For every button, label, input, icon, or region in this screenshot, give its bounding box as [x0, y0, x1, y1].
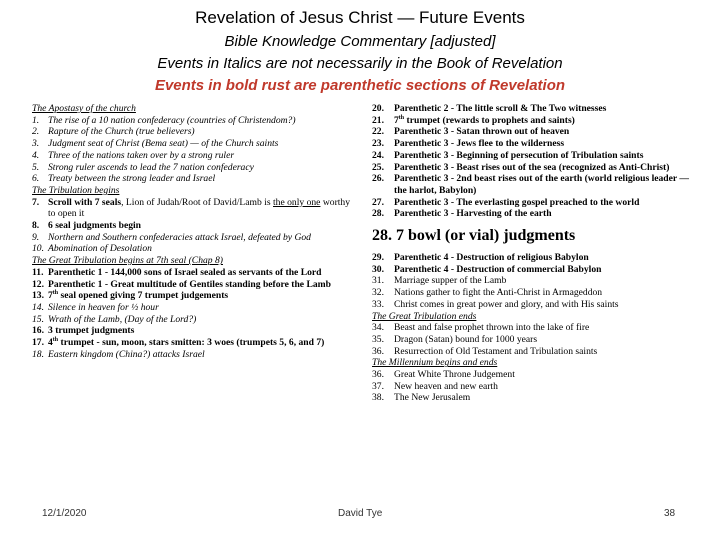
item-text: Great White Throne Judgement: [394, 369, 515, 381]
list-item: [372, 150, 702, 162]
list-item: [32, 314, 358, 326]
list-item: [32, 197, 358, 220]
list-item: [372, 275, 702, 287]
item-number: 29.: [372, 252, 384, 264]
item-number: 20.: [372, 103, 384, 114]
item-text-plain-2: worthy to open it: [48, 196, 351, 220]
item-text: 6 seal judgments begin: [48, 220, 142, 232]
list-item: [32, 279, 358, 291]
item-text-rest: trumpet (rewards to prophets and saints): [404, 114, 575, 126]
item-number: 16.: [32, 325, 44, 337]
item-number: 23.: [372, 138, 384, 150]
item-number: 22.: [372, 126, 384, 138]
item-text: Rapture of the Church (true believers): [48, 126, 195, 138]
page-title: Revelation of Jesus Christ — Future Events: [195, 8, 525, 27]
right-column: [372, 103, 702, 404]
item-text: Dragon (Satan) bound for 1000 years: [394, 333, 538, 345]
section-heading-great-tribulation: The Great Tribulation begins at 7th seal (Chap 8): [32, 255, 223, 267]
list-item: [372, 369, 702, 381]
item-text: Parenthetic 4 - Destruction of commercial Babylon: [394, 263, 602, 275]
list-item: [32, 162, 358, 174]
item-text: Parenthetic 3 - Beast rises out of the sea (recognized as Anti-Christ): [394, 161, 670, 173]
list-item: [32, 138, 358, 150]
list-item: [372, 322, 702, 334]
item-number: 33.: [372, 298, 384, 310]
item-text: Wrath of the Lamb, (Day of the Lord?): [48, 313, 197, 325]
item-number: 38.: [372, 392, 384, 404]
ordinal-number: 4: [48, 337, 53, 349]
item-number: 2.: [32, 126, 40, 138]
item-number: 3.: [32, 138, 40, 150]
item-text-plain: , Lion of Judah/Root of David/Lamb is: [121, 196, 274, 208]
item-text: Parenthetic 1 - Great multitude of Gentiles standing before the Lamb: [48, 278, 331, 290]
list-item: [372, 138, 702, 150]
footer-page-number: 38: [664, 508, 676, 519]
list-item: [372, 334, 702, 346]
item-number: 9.: [32, 231, 40, 243]
ordinal-number: 7: [48, 290, 53, 302]
left-column: [32, 103, 358, 360]
list-item: [32, 325, 358, 337]
list-item: [372, 115, 702, 127]
section-heading-millennium: The Millennium begins and ends: [372, 357, 498, 369]
section-heading-tribulation: The Tribulation begins: [32, 184, 120, 196]
item-text: Parenthetic 3 - 2nd beast rises out of the earth (world religious leader — the harlot, Babylon): [394, 173, 689, 196]
list-item: [372, 197, 702, 209]
item-number: 5.: [32, 161, 40, 173]
list-item: [372, 252, 702, 264]
ordinal-suffix: th: [52, 290, 59, 297]
item-number: 12.: [32, 278, 44, 290]
item-number: 14.: [32, 301, 44, 313]
item-number: 4.: [32, 149, 40, 161]
item-text: Beast and false prophet thrown into the lake of fire: [394, 322, 590, 334]
item-text: The New Jerusalem: [394, 392, 471, 404]
item-text: Marriage supper of the Lamb: [394, 275, 507, 287]
item-number: 27.: [372, 196, 384, 208]
list-item: [372, 264, 702, 276]
list-item: [32, 349, 358, 361]
item-number: 25.: [372, 161, 384, 173]
item-text: Northern and Southern confederacies attack Israel, defeated by God: [48, 231, 311, 243]
item-number: 17.: [32, 337, 44, 349]
item-text: Parenthetic 2 - The little scroll & The Two witnesses: [394, 103, 607, 114]
item-number: 24.: [372, 149, 384, 161]
item-text: Parenthetic 3 - Jews flee to the wilderness: [394, 138, 565, 150]
item-number: 8.: [32, 220, 40, 232]
item-text: Parenthetic 3 - Harvesting of the earth: [394, 208, 552, 220]
section-heading-apostasy: The Apostasy of the church: [32, 103, 136, 114]
item-number: 32.: [372, 287, 384, 299]
item-number: 7.: [32, 196, 40, 208]
ordinal-suffix: th: [398, 114, 405, 121]
item-text: Parenthetic 3 - The everlasting gospel preached to the world: [394, 196, 640, 208]
item-text: [394, 115, 702, 127]
footer-author: David Tye: [338, 508, 383, 519]
list-item: [32, 126, 358, 138]
item-number: 34.: [372, 322, 384, 334]
item-text-rest: seal opened giving 7 trumpet judgements: [58, 290, 229, 302]
list-item: [372, 173, 702, 196]
item-number: 30.: [372, 263, 384, 275]
item-number: 36.: [372, 345, 384, 357]
list-item: [372, 162, 702, 174]
item-text: Resurrection of Old Testament and Tribulation saints: [394, 345, 598, 357]
item-number: 10.: [32, 243, 44, 255]
item-text-bold: Scroll with 7 seals: [48, 196, 122, 208]
item-text: [48, 197, 358, 220]
item-number: 11.: [32, 266, 44, 278]
footer-date: 12/1/2020: [42, 508, 87, 519]
item-text: Parenthetic 3 - Beginning of persecution of Tribulation saints: [394, 149, 644, 161]
item-number: 18.: [32, 348, 44, 360]
item-text: Strong ruler ascends to lead the 7 nation confederacy: [48, 161, 254, 173]
list-item: [32, 267, 358, 279]
item-text: Judgment seat of Christ (Bema seat) — of the Church saints: [48, 138, 279, 150]
item-text: Parenthetic 3 - Satan thrown out of heaven: [394, 126, 570, 138]
item-number: 1.: [32, 114, 40, 126]
list-item: [372, 392, 702, 404]
item-number: 6.: [32, 173, 40, 185]
list-item: [32, 337, 358, 349]
list-item: [372, 381, 702, 393]
list-item: [372, 299, 702, 311]
item-text-underline: the only one: [273, 196, 321, 208]
list-item: [372, 208, 702, 220]
list-item: [372, 287, 702, 299]
item-text: 3 trumpet judgments: [48, 325, 135, 337]
item-number: 37.: [372, 380, 384, 392]
list-item: [32, 290, 358, 302]
list-item: [32, 232, 358, 244]
item-text: Nations gather to fight the Anti-Christ in Armageddon: [394, 287, 603, 299]
list-item: [32, 173, 358, 185]
list-item: [32, 302, 358, 314]
list-item: [372, 126, 702, 138]
item-text: Silence in heaven for ½ hour: [48, 301, 159, 313]
bold-legend: Events in bold rust are parenthetic sections of Revelation: [154, 77, 566, 94]
item-number: 35.: [372, 333, 384, 345]
item-text: Parenthetic 1 - 144,000 sons of Israel sealed as servants of the Lord: [48, 266, 322, 278]
item-text: [48, 290, 358, 302]
list-item: [372, 346, 702, 358]
item-text: Three of the nations taken over by a strong ruler: [48, 149, 235, 161]
item-number: 28.: [372, 208, 384, 220]
list-item: [32, 220, 358, 232]
list-item: [32, 150, 358, 162]
item-text: New heaven and new earth: [394, 380, 498, 392]
item-text: The rise of a 10 nation confederacy (countries of Christendom?): [48, 114, 296, 126]
list-item: [372, 103, 702, 115]
italics-legend: Events in Italics are not necessarily in the Book of Revelation: [157, 55, 563, 72]
item-text: [48, 337, 358, 349]
item-text: Christ comes in great power and glory, and with His saints: [394, 298, 619, 310]
item-number: 31.: [372, 275, 384, 287]
item-text: Parenthetic 4 - Destruction of religious Babylon: [394, 252, 589, 264]
item-number: 13.: [32, 290, 44, 302]
bowl-judgments-heading: 28. 7 bowl (or vial) judgments: [372, 227, 576, 245]
page-subtitle: Bible Knowledge Commentary [adjusted]: [224, 33, 496, 50]
item-number: 21.: [372, 114, 384, 126]
item-number: 26.: [372, 173, 384, 185]
section-heading-great-tribulation-ends: The Great Tribulation ends: [372, 310, 477, 322]
item-text-rest: trumpet - sun, moon, stars smitten: 3 woes (trumpets 5, 6, and 7): [58, 337, 325, 349]
item-number: 36.: [372, 369, 384, 381]
item-text: Treaty between the strong leader and Israel: [48, 173, 216, 185]
list-item: [32, 115, 358, 127]
ordinal-suffix: th: [52, 336, 59, 343]
item-text: Eastern kingdom (China?) attacks Israel: [48, 348, 205, 360]
list-item: [32, 243, 358, 255]
item-text: Abomination of Desolation: [48, 243, 152, 255]
ordinal-number: 7: [394, 114, 399, 126]
item-number: 15.: [32, 313, 44, 325]
